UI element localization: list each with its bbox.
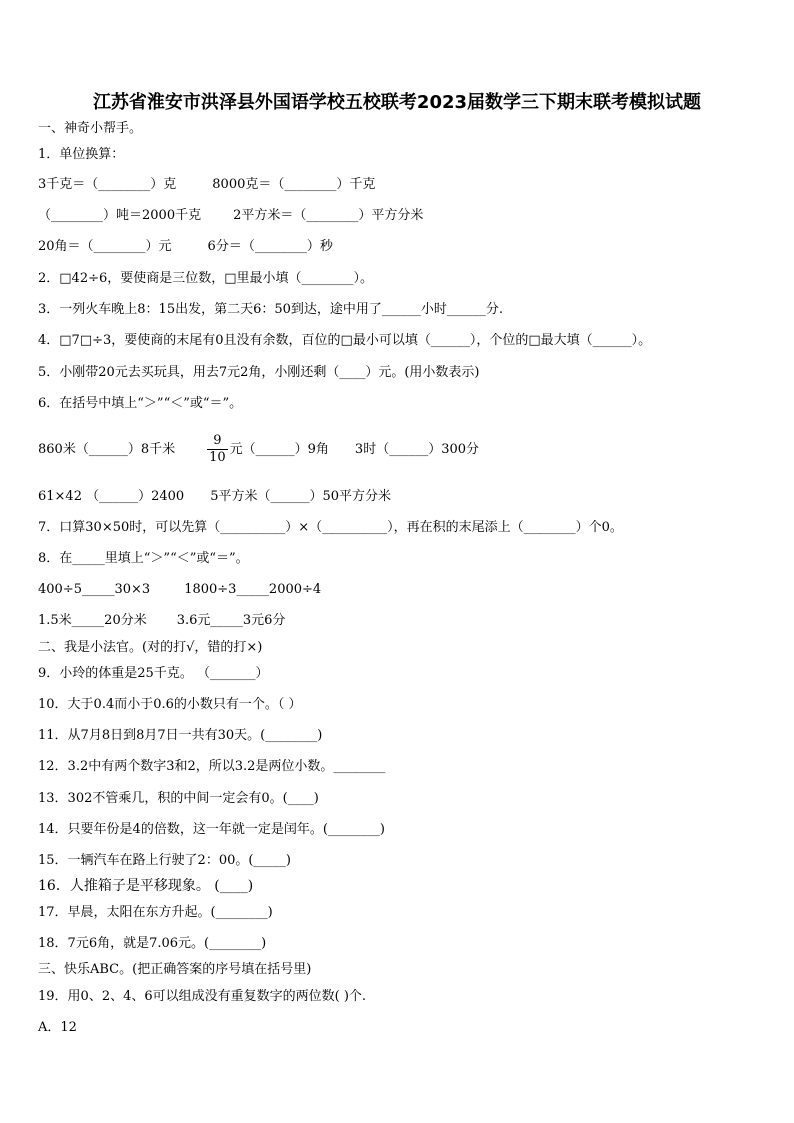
- question-19-option-a: A．12: [38, 1020, 77, 1035]
- q1-item-6: 6分＝（________）秒: [207, 239, 333, 254]
- q1-item-2: 8000克＝（________）千克: [212, 177, 376, 192]
- question-17: 17．早晨，太阳在东方升起。(________): [38, 905, 273, 920]
- section-1-heading: 一、神奇小帮手。: [38, 121, 143, 136]
- page-title: 江苏省淮安市洪泽县外国语学校五校联考2023届数学三下期末联考模拟试题: [92, 92, 702, 113]
- q1-item-5: 20角＝（________）元: [38, 239, 172, 254]
- question-19: 19．用0、2、4、6可以组成没有重复数字的两位数( )个.: [38, 989, 367, 1004]
- fraction-9-10: [207, 433, 228, 466]
- q6-item-c: 3时（______）300分: [354, 442, 480, 457]
- question-9: 9．小玲的体重是25千克。 （_______）: [38, 666, 269, 681]
- q6-item-b: 元（______）9角: [229, 442, 329, 457]
- question-18: 18．7元6角，就是7.06元。(________): [38, 936, 267, 951]
- section-2-heading: 二、我是小法官。(对的打√，错的打×): [38, 640, 263, 655]
- question-6-row-1: [38, 430, 479, 470]
- fraction-denominator: 10: [209, 450, 226, 465]
- q8-item-b: 1800÷3_____2000÷4: [184, 582, 322, 597]
- question-14: 14．只要年份是4的倍数，这一年就一定是闰年。(________): [38, 822, 385, 837]
- question-7: 7．口算30×50时，可以先算（__________）×（__________），再在积的末尾添上（________）个0。: [38, 520, 623, 535]
- section-3-heading: 三、快乐ABC。(把正确答案的序号填在括号里): [38, 962, 312, 977]
- question-11: 11．从7月8日到8月7日一共有30天。(________): [38, 728, 323, 743]
- question-10: 10．大于0.4而小于0.6的小数只有一个。（ ）: [38, 697, 302, 712]
- q6-item-d: 61×42 （______）2400: [38, 489, 185, 504]
- question-8-heading: 8．在_____里填上“＞”“＜”或“＝”。: [38, 551, 249, 566]
- question-6-heading: 6．在括号中填上“＞”“＜”或“＝”。: [38, 396, 243, 411]
- question-3: 3．一列火车晚上8：15出发，第二天6：50到达，途中用了______小时______分.: [38, 302, 504, 317]
- question-1-row-1: [38, 176, 375, 194]
- question-12: 12．3.2中有两个数字3和2，所以3.2是两位小数。________: [38, 759, 386, 774]
- question-5: 5．小刚带20元去买玩具，用去7元2角，小刚还剩（____）元。(用小数表示): [38, 365, 480, 380]
- question-2: 2．□42÷6，要使商是三位数，□里最小填（________）。: [38, 271, 374, 286]
- question-1-heading: 1．单位换算：: [38, 147, 125, 162]
- question-16: 16．人推箱子是平移现象。 (____): [38, 878, 254, 894]
- question-4: 4．□7□÷3，要使商的末尾有0且没有余数，百位的□最小可以填（______），个位的□最大填（______）。: [38, 333, 652, 348]
- q8-item-d: 3.6元_____3元6分: [176, 613, 286, 628]
- question-8-row-1: [38, 581, 321, 599]
- question-15: 15．一辆汽车在路上行驶了2：00。(_____): [38, 853, 291, 868]
- q6-item-e: 5平方米（______）50平方分米: [210, 489, 392, 504]
- q1-item-1: 3千克＝（________）克: [38, 177, 177, 192]
- question-13: 13．302不管乘几，积的中间一定会有0。(____): [38, 791, 319, 806]
- question-8-row-2: [38, 612, 285, 630]
- q1-item-4: 2平方米＝（________）平方分米: [233, 208, 424, 223]
- question-1-row-3: [38, 238, 333, 256]
- question-6-row-2: [38, 488, 391, 506]
- question-1-row-2: [38, 207, 423, 225]
- q6-item-a: 860米（______）8千米: [38, 442, 176, 457]
- q1-item-3: （________）吨＝2000千克: [38, 208, 202, 223]
- fraction-numerator: 9: [207, 433, 228, 450]
- q8-item-c: 1.5米_____20分米: [38, 613, 147, 628]
- q8-item-a: 400÷5_____30×3: [38, 582, 151, 597]
